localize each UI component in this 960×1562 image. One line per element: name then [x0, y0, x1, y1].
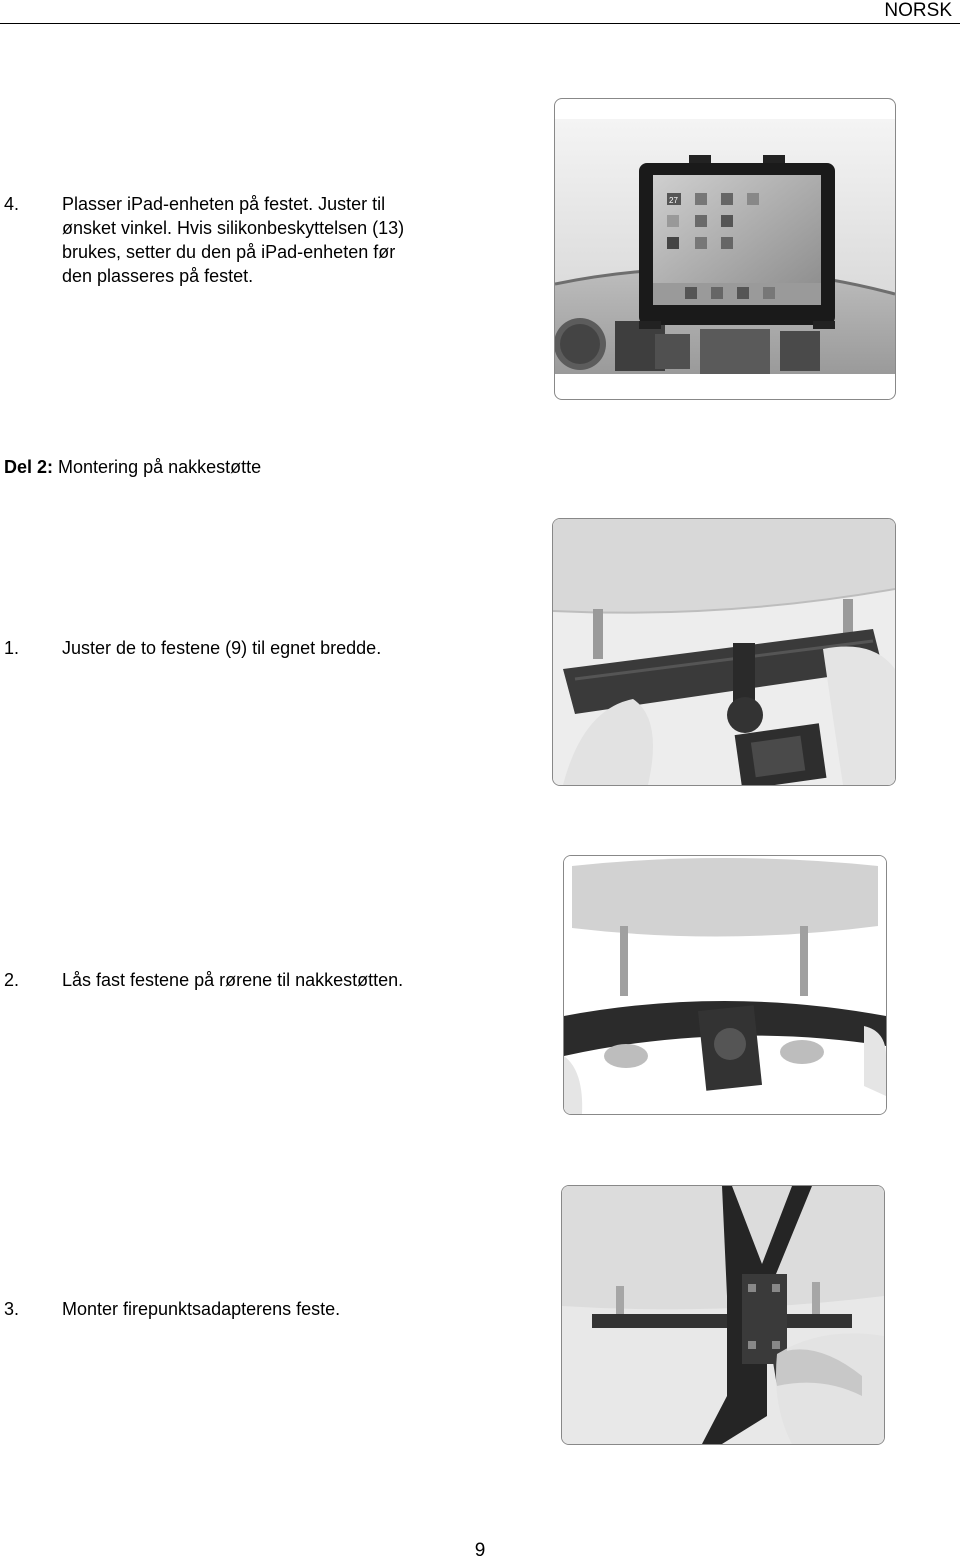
header-title: NORSK	[884, 0, 952, 21]
section-label-text: Montering på nakkestøtte	[53, 457, 262, 477]
step-text-line: Juster de to festene (9) til egnet bredde.	[62, 638, 382, 658]
section-label-bold: Del 2:	[4, 457, 54, 477]
lock-clamps-photo	[563, 855, 887, 1115]
step-number: 2.	[4, 970, 20, 990]
step-text-line: brukes, setter du den på iPad-enheten før	[62, 242, 396, 262]
section-heading	[4, 455, 261, 479]
step-text-line: Lås fast festene på rørene til nakkestøtten.	[62, 970, 404, 990]
header-divider	[0, 23, 960, 24]
step-text-line: Monter firepunktsadapterens feste.	[62, 1299, 341, 1319]
page-number: 9	[474, 1540, 486, 1561]
step-text-line: Plasser iPad-enheten på festet. Juster til	[62, 194, 386, 214]
step-number: 4.	[4, 194, 20, 214]
step-text-line: ønsket vinkel. Hvis silikonbeskyttelsen (13)	[62, 218, 405, 238]
adjust-clamps-photo	[552, 518, 896, 786]
step-number: 3.	[4, 1299, 20, 1319]
calendar-date-tile: 27	[669, 196, 678, 205]
ipad-dashboard-photo	[554, 98, 896, 400]
mount-adapter-photo	[561, 1185, 885, 1445]
step-text-line: den plasseres på festet.	[62, 266, 254, 286]
step-number: 1.	[4, 638, 20, 658]
